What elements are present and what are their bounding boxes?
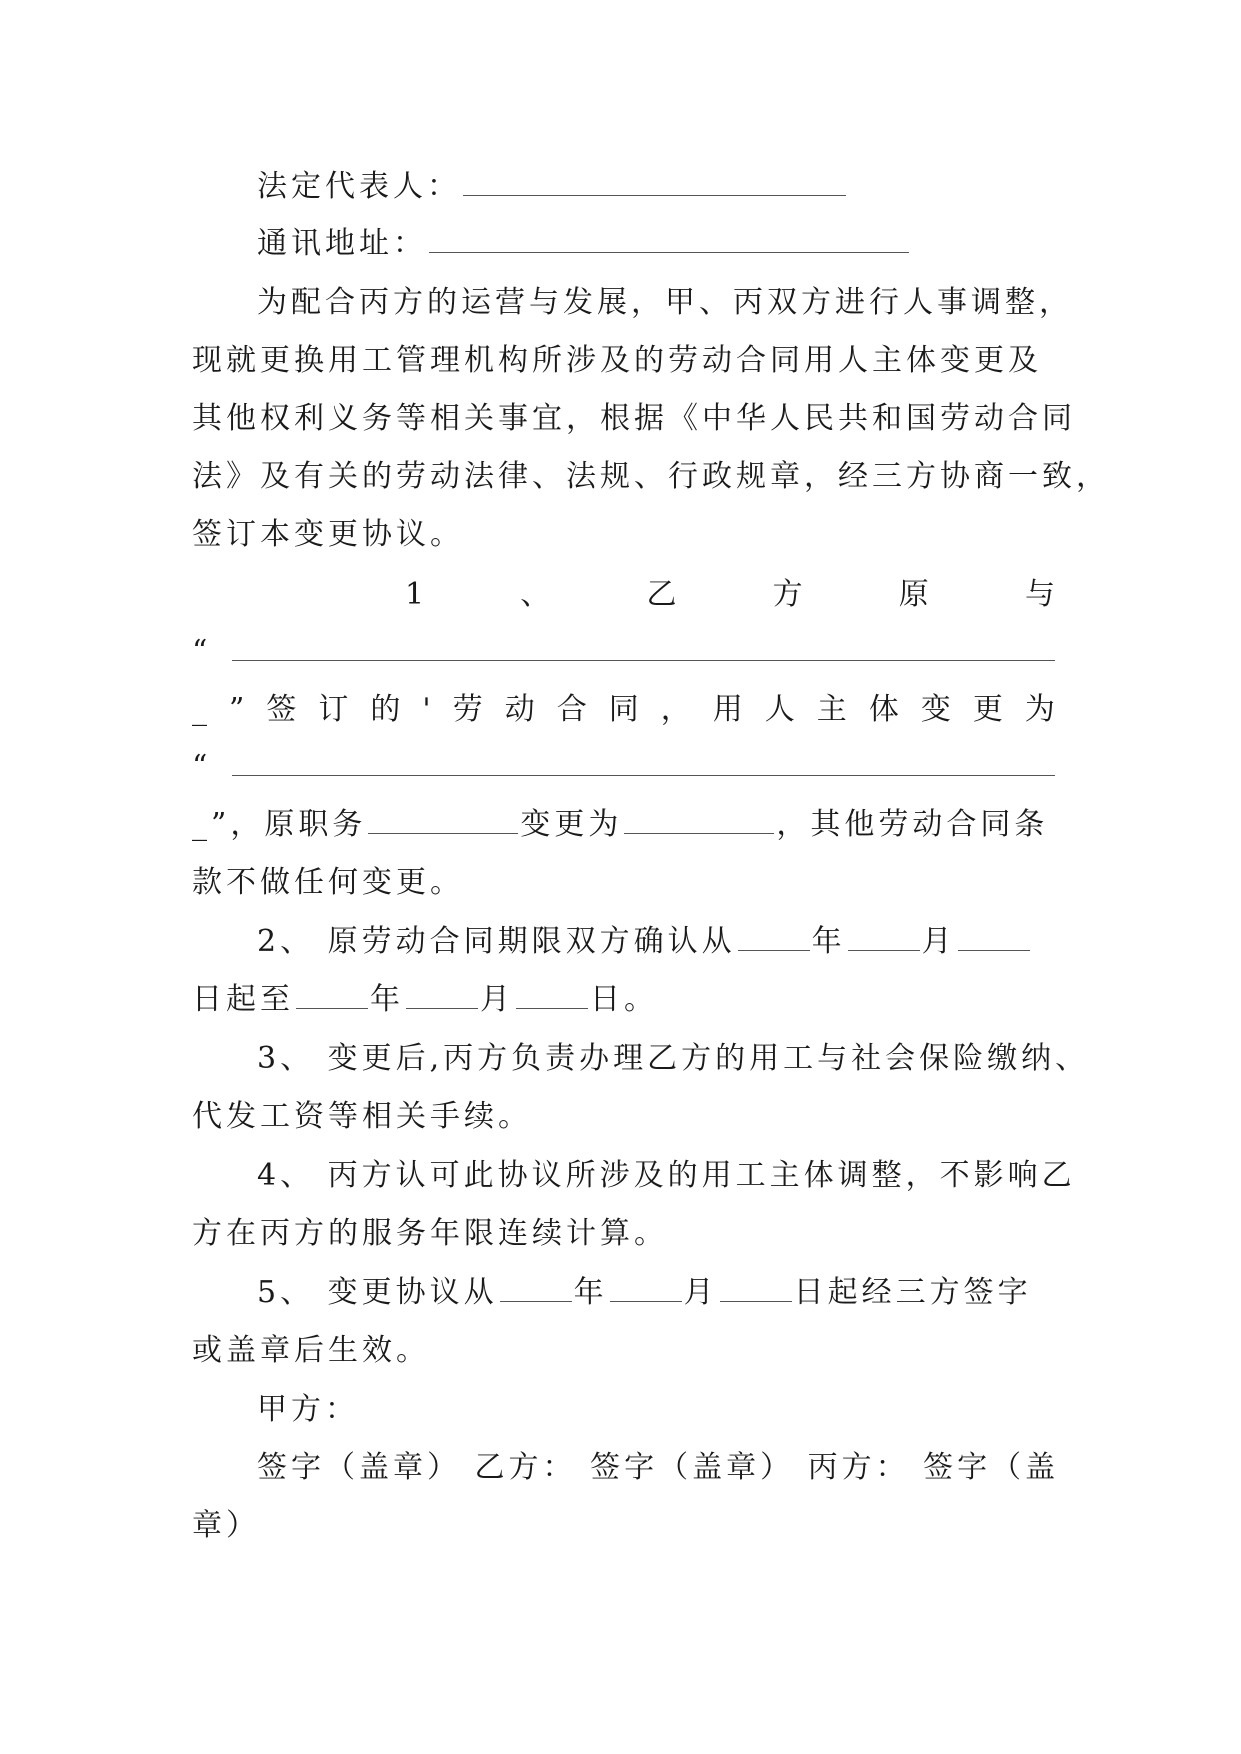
- party-a-label: 甲方：: [257, 1392, 359, 1427]
- clause-4-line-1: 4、 丙方认可此协议所涉及的用工主体调整，不影响乙: [257, 1158, 1076, 1193]
- clause-1-char: 同: [608, 692, 639, 727]
- clause-1-char: 方: [772, 577, 803, 612]
- intro-line-1: 为配合丙方的运营与发展，甲、丙双方进行人事调整，: [257, 285, 1073, 320]
- year-text: 年: [573, 1275, 608, 1310]
- change-to-text: 变更为: [520, 807, 623, 842]
- clause-1-row-3: [192, 803, 1055, 847]
- position-prefix: _”，原职务: [192, 807, 367, 842]
- clause-1-char: 1: [405, 577, 425, 612]
- legal-representative-blank: [463, 169, 846, 196]
- clause-5-line-1: [257, 1271, 1055, 1315]
- clause-1-char: 体: [868, 692, 899, 727]
- clause-5-line-2: 或盖章后生效。: [192, 1333, 430, 1368]
- year-text: 年: [811, 924, 846, 959]
- start-month-blank: [848, 924, 920, 951]
- clause-1-new-employer-row: [192, 745, 1055, 789]
- clause-2-prefix: 2、 原劳动合同期限双方确认从: [257, 924, 736, 959]
- month-text: 月: [480, 982, 514, 1017]
- clause-1-row-4: 款不做任何变更。: [192, 865, 464, 900]
- new-position-blank: [624, 807, 774, 834]
- clause-1-char: _: [192, 692, 207, 727]
- clause-1-char: 用: [712, 692, 743, 727]
- open-quote: “: [192, 634, 208, 669]
- position-suffix: ，其他劳动合同条: [776, 807, 1049, 842]
- clause-1-char: 为: [1024, 692, 1055, 727]
- clause-1-char: 更: [972, 692, 1003, 727]
- effective-year-blank: [500, 1275, 572, 1302]
- clause-1-char: 动: [504, 692, 535, 727]
- clause-5-suffix: 日起经三方签字: [793, 1275, 1032, 1310]
- signature-line-2: 章）: [192, 1508, 260, 1543]
- legal-representative-line: [257, 165, 1055, 209]
- clause-1-char: 原: [898, 577, 929, 612]
- intro-line-5: 签订本变更协议。: [192, 517, 464, 552]
- legal-representative-label: 法定代表人：: [257, 169, 461, 204]
- clause-2-row-1: [257, 920, 1055, 964]
- month-text: 月: [921, 924, 956, 959]
- clause-2-row-2-prefix: 日起至: [192, 982, 294, 1017]
- clause-1-char: 主: [816, 692, 847, 727]
- clause-1-char: 签: [266, 692, 297, 727]
- address-line: [257, 222, 1055, 266]
- signature-line-1: 签字（盖章） 乙方： 签字（盖章） 丙方： 签字（盖: [257, 1450, 1060, 1485]
- clause-1-char: 、: [520, 577, 551, 612]
- clause-1-char: 与: [1024, 577, 1055, 612]
- intro-line-4: 法》及有关的劳动法律、法规、行政规章，经三方协商一致，: [192, 459, 1110, 494]
- month-text: 月: [683, 1275, 718, 1310]
- clause-1-original-employer-row: [192, 630, 1055, 674]
- end-month-blank: [406, 982, 478, 1009]
- original-position-blank: [368, 807, 518, 834]
- clause-1-char: 变: [920, 692, 951, 727]
- address-label: 通讯地址：: [257, 226, 427, 261]
- clause-4-line-2: 方在丙方的服务年限连续计算。: [192, 1216, 668, 1251]
- clause-1-row-2: [192, 688, 1055, 732]
- clause-1-char: 乙: [646, 577, 677, 612]
- effective-month-blank: [610, 1275, 682, 1302]
- start-year-blank: [738, 924, 810, 951]
- clause-3-line-2: 代发工资等相关手续。: [192, 1099, 532, 1134]
- clause-2-row-2: [192, 978, 1055, 1022]
- effective-day-blank: [720, 1275, 792, 1302]
- intro-line-2: 现就更换用工管理机构所涉及的劳动合同用人主体变更及: [192, 343, 1042, 378]
- start-day-blank: [958, 924, 1030, 951]
- clause-5-prefix: 5、 变更协议从: [257, 1275, 498, 1310]
- clause-1-char: 人: [764, 692, 795, 727]
- clause-1-char: 的: [370, 692, 401, 727]
- clause-1-char: 劳: [452, 692, 483, 727]
- clause-1-char: ': [422, 692, 431, 727]
- intro-line-3: 其他权利义务等相关事宜，根据《中华人民共和国劳动合同: [192, 401, 1076, 436]
- clause-1-row-1: [405, 573, 1055, 617]
- clause-3-line-1: 3、 变更后,丙方负责办理乙方的用工与社会保险缴纳、: [257, 1041, 1090, 1076]
- address-blank: [429, 226, 909, 253]
- day-end-text: 日。: [590, 982, 658, 1017]
- original-employer-blank: [232, 660, 1055, 661]
- clause-1-char: 合: [556, 692, 587, 727]
- clause-1-char: 订: [318, 692, 349, 727]
- clause-1-char: ，: [660, 692, 691, 727]
- new-employer-blank: [232, 775, 1055, 776]
- end-year-blank: [296, 982, 368, 1009]
- year-text: 年: [370, 982, 404, 1017]
- clause-1-char: ”: [229, 692, 245, 727]
- open-quote: “: [192, 749, 208, 784]
- end-day-blank: [516, 982, 588, 1009]
